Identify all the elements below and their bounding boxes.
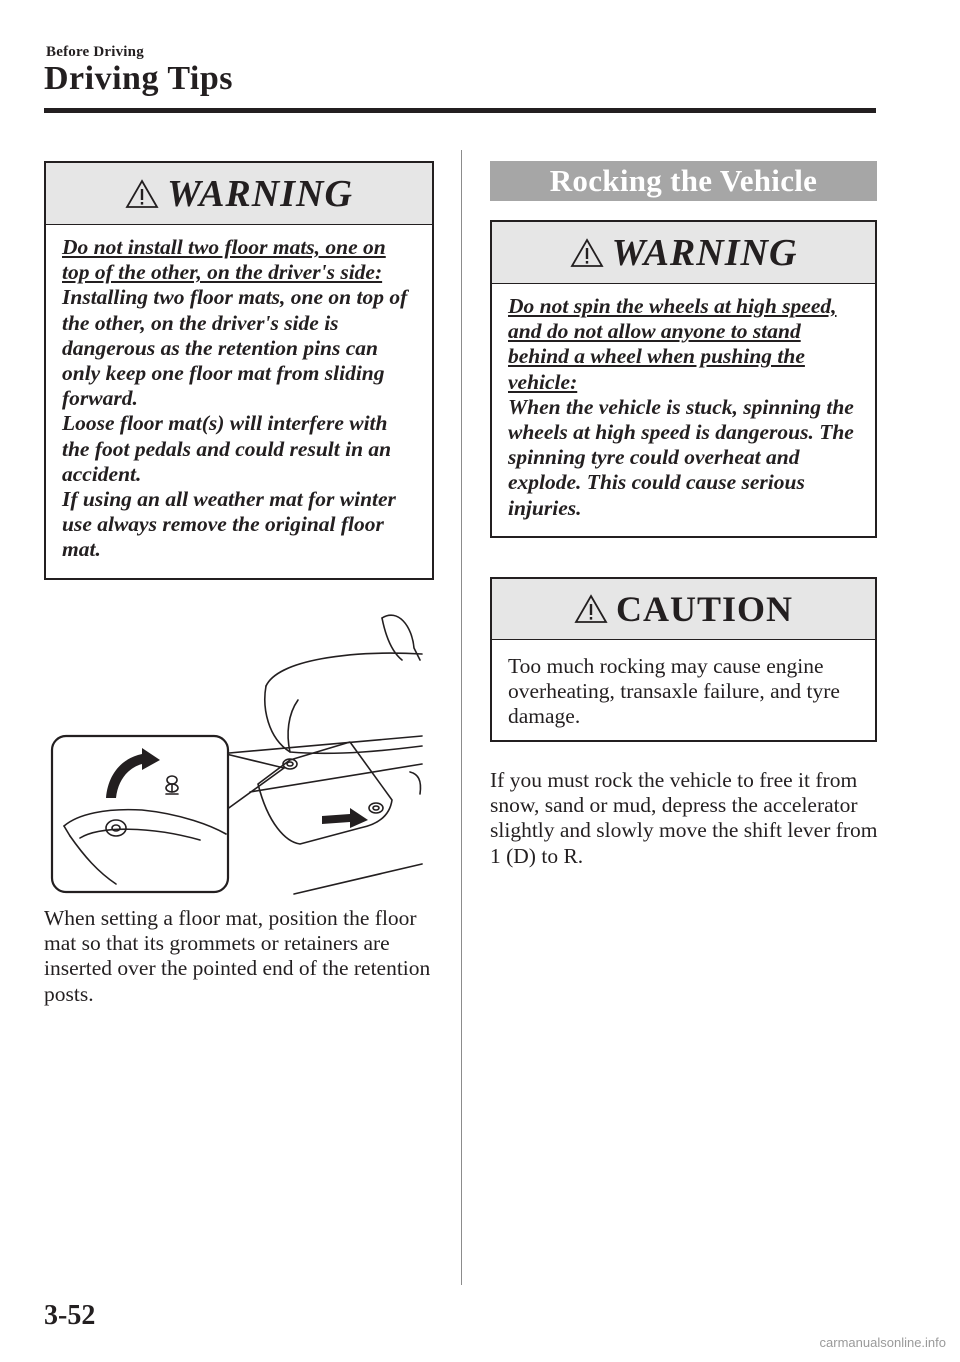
warning-title: WARNING bbox=[167, 172, 353, 215]
warning-header bbox=[46, 163, 432, 225]
caution-title: CAUTION bbox=[615, 589, 793, 629]
caution-header bbox=[492, 579, 875, 640]
warning-triangle-icon bbox=[570, 238, 604, 268]
rocking-instruction-paragraph: If you must rock the vehicle to free it from snow, sand or mud, depress the accelerator slightly and slowly move the shift lever from 1 (D) to R. bbox=[490, 768, 878, 868]
warning-header bbox=[492, 222, 875, 284]
warning-body-2: Loose floor mat(s) will interfere with the foot pedals and could result in an accident. bbox=[62, 411, 392, 486]
warning-triangle-icon bbox=[125, 179, 159, 209]
section-label: Before Driving bbox=[46, 44, 144, 60]
page-title: Driving Tips bbox=[44, 60, 233, 97]
watermark: carmanualsonline.info bbox=[819, 1335, 946, 1350]
floor-mat-retention-post-illustration bbox=[50, 604, 426, 896]
warning-body-3: If using an all weather mat for winter use always remove the original floor mat. bbox=[62, 487, 396, 562]
warning-body: Installing two floor mats, one on top of the other, on the driver's side is dangerous as the retention pins can only keep one floor mat from sliding forward. bbox=[62, 285, 408, 411]
warning-body: When the vehicle is stuck, spinning the wheels at high speed is dangerous. The spinning tyre could overheat and explode. This could cause serious injuries. bbox=[508, 394, 854, 520]
warning-title: WARNING bbox=[611, 231, 798, 274]
column-divider bbox=[461, 150, 462, 1285]
page-number: 3-52 bbox=[44, 1300, 96, 1331]
warning-box-floor-mats bbox=[44, 161, 434, 580]
caution-body: Too much rocking may cause engine overheating, transaxle failure, and tyre damage. bbox=[508, 654, 840, 729]
warning-box-rocking bbox=[490, 220, 877, 538]
warning-underlined-statement: Do not spin the wheels at high speed, and do not allow anyone to stand behind a wheel when pushing the vehicle: bbox=[508, 294, 837, 394]
section-heading-rocking-the-vehicle: Rocking the Vehicle bbox=[490, 161, 877, 201]
floor-mat-instruction-paragraph: When setting a floor mat, position the floor mat so that its grommets or retainers are inserted over the pointed end of the retention posts. bbox=[44, 906, 431, 1006]
warning-triangle-icon bbox=[574, 594, 608, 624]
warning-underlined-statement: Do not install two floor mats, one on top of the other, on the driver's side: bbox=[62, 235, 386, 285]
header-rule bbox=[44, 108, 876, 113]
caution-box-rocking bbox=[490, 577, 877, 742]
